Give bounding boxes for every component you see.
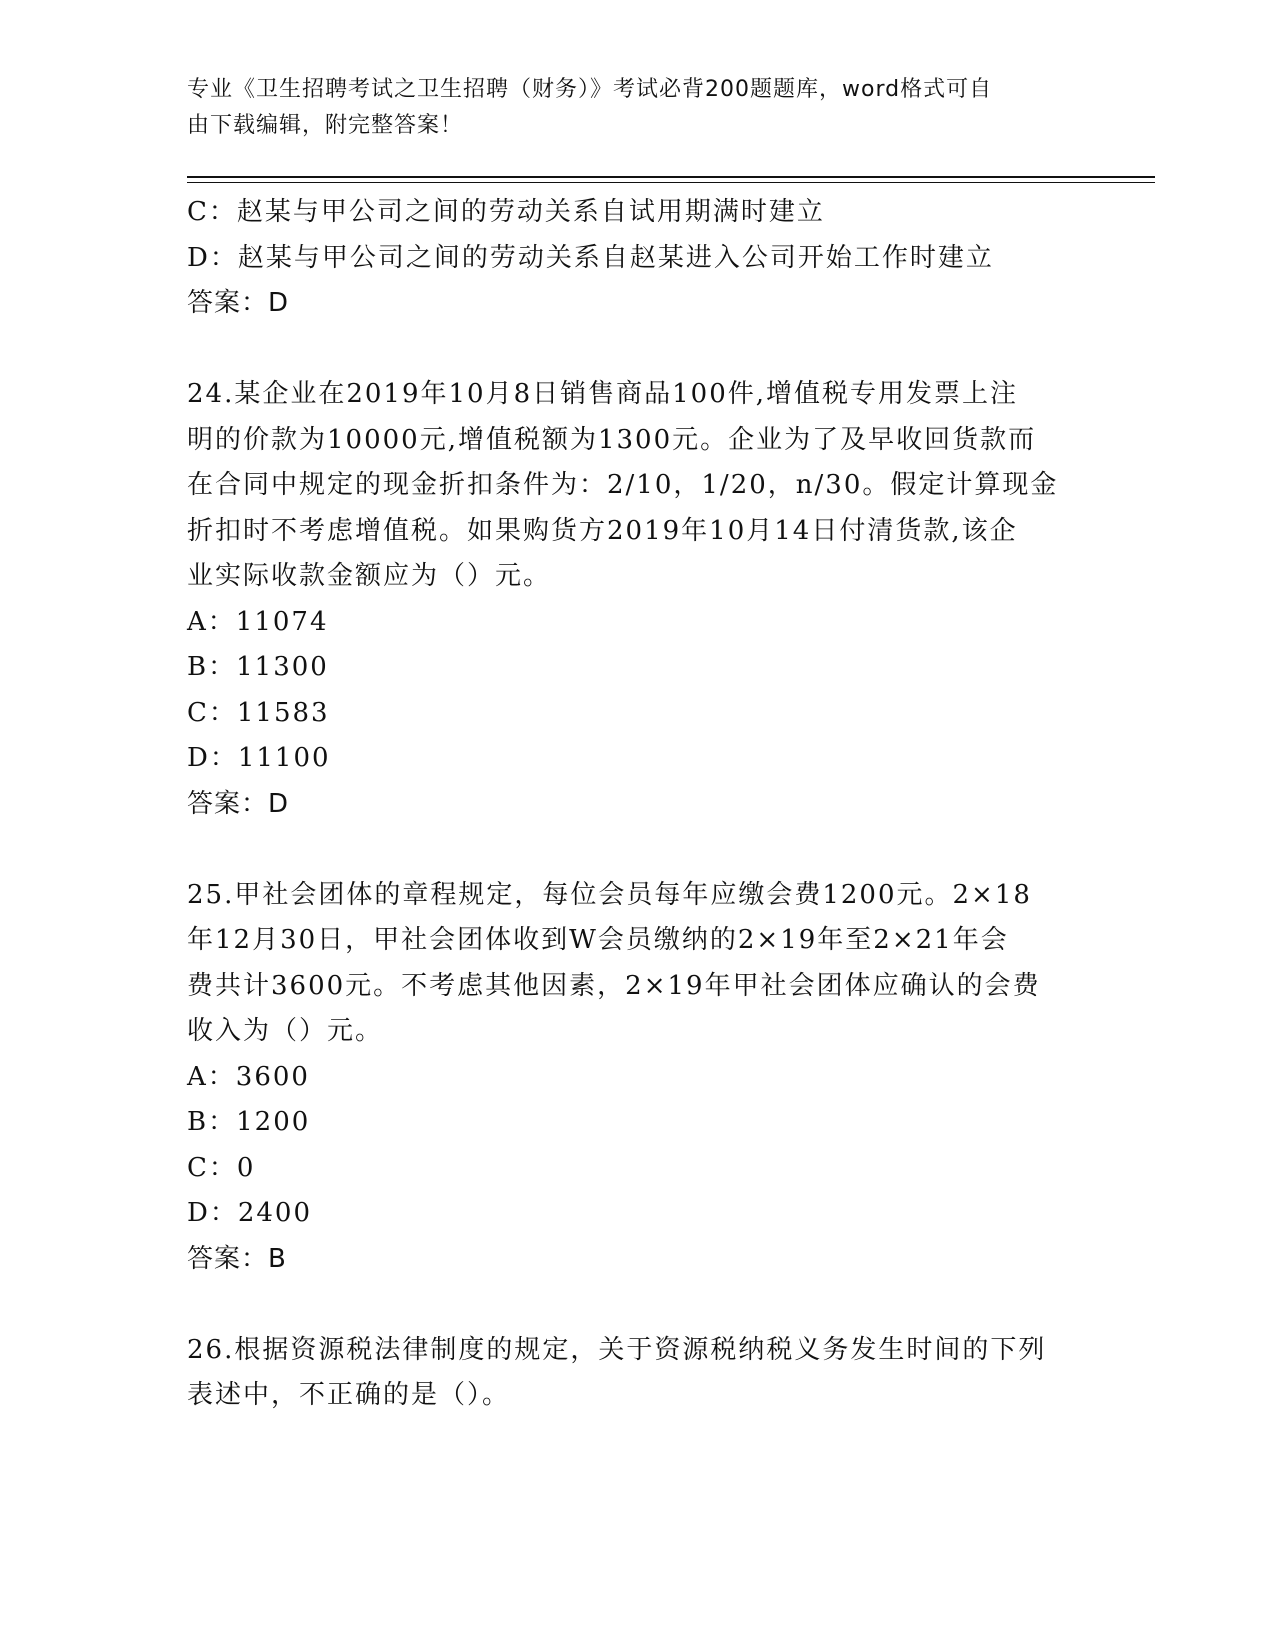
stem-line: 折扣时不考虑增值税。如果购货方2019年10月14日付清货款,该企 <box>187 515 1018 546</box>
option-b: B：11300 <box>187 652 329 682</box>
stem-line: 25.甲社会团体的章程规定，每位会员每年应缴会费1200元。2×18 <box>187 879 1032 910</box>
document-body <box>187 190 1087 1419</box>
question-26 <box>187 1328 1087 1419</box>
question-24 <box>187 372 1087 827</box>
spacer <box>187 1282 1087 1328</box>
question-25 <box>187 873 1087 1283</box>
option-c: C：11583 <box>187 697 330 728</box>
option-d: D：11100 <box>187 743 331 773</box>
option-b: B：1200 <box>187 1107 311 1137</box>
option-c: C：0 <box>187 1152 256 1183</box>
stem-line: 26.根据资源税法律制度的规定，关于资源税纳税义务发生时间的下列 <box>187 1334 1047 1365</box>
option-d: D：赵某与甲公司之间的劳动关系自赵某进入公司开始工作时建立 <box>187 242 994 273</box>
stem-line: 业实际收款金额应为（）元。 <box>187 561 552 591</box>
question-stem <box>187 1328 1087 1419</box>
spacer <box>187 827 1087 873</box>
answer-line: 答案：B <box>187 1243 287 1274</box>
stem-line: 表述中，不正确的是（）。 <box>187 1380 511 1410</box>
option-a: A：3600 <box>187 1061 310 1092</box>
stem-line: 在合同中规定的现金折扣条件为：2/10，1/20，n/30。假定计算现金 <box>187 470 1059 500</box>
answer-line: 答案：D <box>187 288 290 318</box>
spacer <box>187 327 1087 373</box>
stem-line: 费共计3600元。不考虑其他因素，2×19年甲社会团体应确认的会费 <box>187 970 1041 1001</box>
answer-line: 答案：D <box>187 788 290 819</box>
question-23-continued <box>187 190 1087 327</box>
header-line-2: 由下载编辑，附完整答案！ <box>187 113 464 138</box>
stem-line: 明的价款为10000元,增值税额为1300元。企业为了及早收回货款而 <box>187 424 1037 455</box>
stem-line: 24.某企业在2019年10月8日销售商品100件,增值税专用发票上注 <box>187 379 1019 409</box>
document-header <box>187 72 1067 144</box>
header-divider-thin <box>187 182 1155 183</box>
question-stem <box>187 372 1087 600</box>
option-a: A：11074 <box>187 606 329 637</box>
header-line-1: 专业《卫生招聘考试之卫生招聘（财务）》考试必背200题题库，word格式可自 <box>187 77 993 102</box>
header-divider-thick <box>187 176 1155 178</box>
option-d: D：2400 <box>187 1198 313 1228</box>
question-stem <box>187 873 1087 1055</box>
option-c: C：赵某与甲公司之间的劳动关系自试用期满时建立 <box>187 197 825 227</box>
stem-line: 年12月30日，甲社会团体收到W会员缴纳的2×19年至2×21年会 <box>187 925 1009 955</box>
stem-line: 收入为（）元。 <box>187 1016 384 1046</box>
